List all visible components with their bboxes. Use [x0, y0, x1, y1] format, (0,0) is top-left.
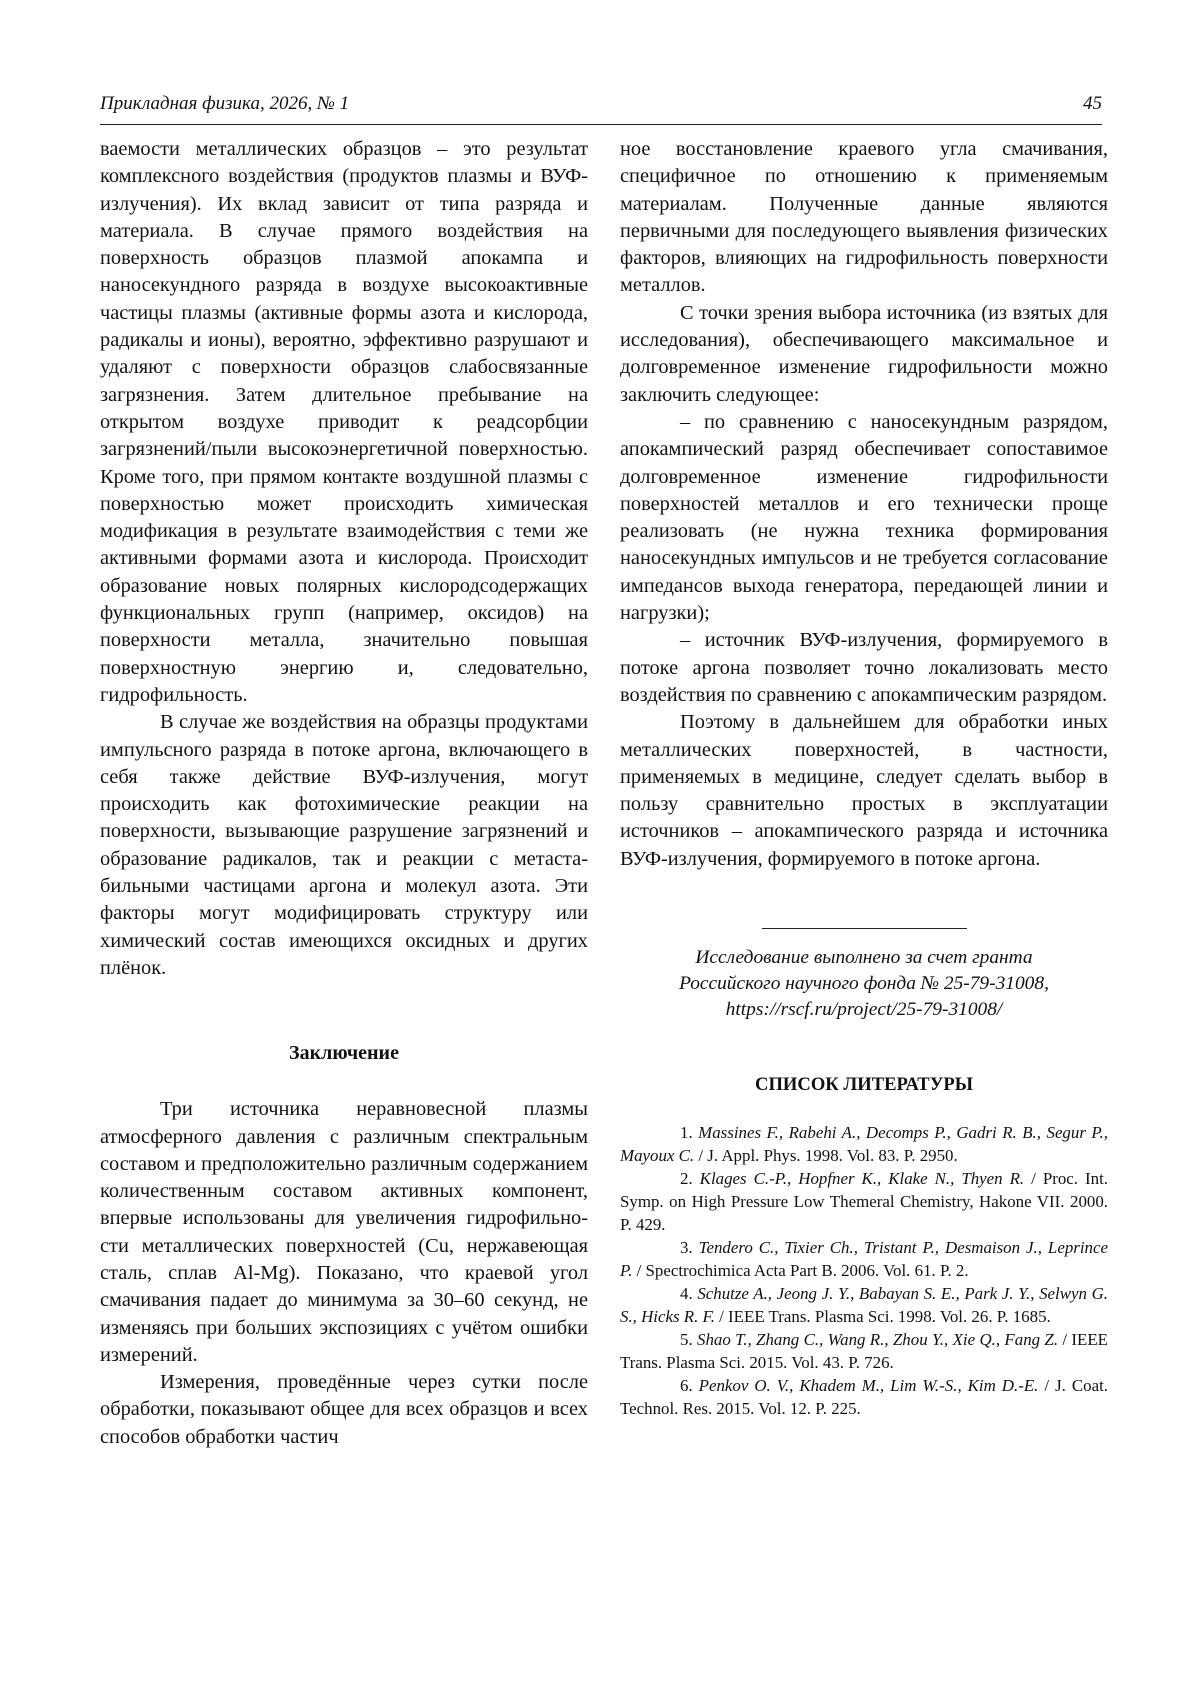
grant-line: Исследование выполнено за счет гранта	[695, 947, 1033, 969]
journal-title: Прикладная физика, 2026, № 1	[100, 93, 350, 114]
references-heading: СПИСОК ЛИТЕРАТУРЫ	[755, 1074, 973, 1096]
reference-authors: Massines F., Rabehi A., Decomps P., Gadri R. B., Segur P., Mayoux C.	[620, 1123, 1108, 1166]
reference-item	[620, 1328, 1108, 1374]
reference-item	[620, 1121, 1108, 1167]
reference-authors: Shao T., Zhang C., Wang R., Zhou Y., Xie Q., Fang Z.	[697, 1330, 1059, 1350]
reference-item	[620, 1167, 1108, 1236]
references-list	[620, 1121, 1108, 1420]
reference-number: 5.	[680, 1330, 693, 1350]
grant-url: https://rscf.ru/project/25-79-31008/	[725, 999, 1003, 1021]
reference-source: / J. Coat. Technol. Res. 2015. Vol. 12. P. 225.	[620, 1376, 1108, 1419]
paragraph: Поэтому в дальнейшем для обработки иных металлических поверхностей, в частности, применяемых в медицине, следует сделать выбор в пользу сравнительно простых в эксплуатации источников – апокампического разряда и источника ВУФ-излучения, формируемого в потоке аргона.	[620, 711, 1108, 870]
reference-source: / Proc. Int. Symp. on High Pressure Low Themeral Chemistry, Hakone VII. 2000. P. 429.	[620, 1169, 1108, 1235]
left-column	[100, 136, 588, 1451]
page-number: 45	[1083, 93, 1102, 114]
paragraph: Три источника неравновесной плазмы атмосферного давления с различным спектральным составом и предположительно различным содержанием количественным составом активных компонент, впервые использованы для увеличения гидрофильности металлических поверхностей (Cu, нержавеющая сталь, сплав Al-Mg). Показано, что краевой угол смачивания падает до минимума за 30–60 секунд, не изменяясь при больших экспозициях с учётом ошибки измерений.	[100, 1098, 588, 1366]
grant-acknowledgement	[620, 945, 1108, 1023]
reference-source: / J. Appl. Phys. 1998. Vol. 83. P. 2950.	[694, 1146, 958, 1166]
paragraph: В случае же воздействия на образцы продуктами импульсного разряда в потоке аргона, включающего в себя также действие ВУФ-излучения, могут происходить как фотохимические реакции на поверхности, вызывающие разрушение загрязнений и образование радикалов, так и реакции с метастабильными частицами аргона и молекул азота. Эти факторы могут модифицировать структуру или химический состав имеющихся оксидных и других плёнок.	[100, 711, 588, 979]
reference-number: 6.	[680, 1376, 693, 1396]
reference-number: 1.	[680, 1123, 693, 1143]
reference-source: / IEEE Trans. Plasma Sci. 2015. Vol. 43. P. 726.	[620, 1330, 1108, 1373]
list-item: – источник ВУФ-излучения, формируемого в потоке аргона позволяет точно локализовать место воздействия по сравнению с апокампическим разрядом.	[620, 629, 1108, 706]
reference-source: / Spectrochimica Acta Part B. 2006. Vol. 61. P. 2.	[632, 1261, 969, 1281]
reference-authors: Schutze A., Jeong J. Y., Babayan S. E., Park J. Y., Selwyn G. S., Hicks R. F.	[620, 1284, 1108, 1327]
list-item: – по сравнению с наносекундным разрядом, апокампический разряд обеспечивает сопоставимое долговременное изменение гидрофильности поверхностей металлов и его технически проще реализовать (не нужна техника формирования наносекундных импульсов и не требуется согласование импедансов выхода генератора, передающей линии и нагрузки);	[620, 410, 1108, 625]
reference-authors: Penkov O. V., Khadem M., Lim W.-S., Kim D.-E.	[698, 1376, 1039, 1396]
reference-item	[620, 1236, 1108, 1282]
right-column	[620, 136, 1108, 1420]
paragraph: Измерения, проведённые через сутки после обработки, показывают общее для всех образцов и всех способов обработки частич	[100, 1371, 588, 1448]
paragraph: С точки зрения выбора источника (из взятых для исследования), обеспечивающего максимальное и долговременное изменение гидрофильности можно заключить следующее:	[620, 301, 1108, 406]
grant-line: Российского научного фонда № 25-79-31008,	[679, 973, 1049, 995]
reference-item	[620, 1282, 1108, 1328]
reference-authors: Klages C.-P., Hopfner K., Klake N., Thyen R.	[699, 1169, 1025, 1189]
reference-authors: Tendero C., Tixier Ch., Tristant P., Desmaison J., Leprince P.	[620, 1238, 1108, 1281]
paragraph: ваемости металлических образцов – это результат комплексного воздействия (продуктов плазмы и ВУФ-излучения). Их вклад зависит от типа разряда и материала. В случае прямого воздействия на поверхность образцов плазмой апокампа и наносекундного разряда в воздухе высокоактивные частицы плазмы (активные формы азота и кислорода, радикалы и ионы), вероятно, эффективно разрушают и удаляют с поверхности образцов слабосвязанные загрязнения. Затем длительное пребывание на открытом воздухе приводит к реадсорбции загрязнений/пыли высокоэнергетичной поверхностью. Кроме того, при прямом контакте воздушной плазмы с поверхностью может происходить химическая модификация в результате взаимодействия с теми же активными формами азота и кислорода. Происходит образование новых полярных кислородсодержащих функциональных групп (например, оксидов) на поверхности металла, значительно повышая поверхностную энергию и, следовательно, гидрофильность.	[100, 138, 588, 706]
reference-item	[620, 1374, 1108, 1420]
divider	[762, 928, 967, 929]
section-heading-conclusion: Заключение	[289, 1042, 399, 1065]
running-header	[100, 92, 1102, 125]
reference-source: / IEEE Trans. Plasma Sci. 1998. Vol. 26. P. 1685.	[714, 1307, 1051, 1327]
reference-number: 3.	[680, 1238, 693, 1258]
paragraph: ное восстановление краевого угла смачивания, специфичное по отношению к применяемым материалам. Полученные данные являются первичными для последующего выявления физических факторов, влияющих на гидрофильность поверхности металлов.	[620, 138, 1108, 297]
reference-number: 4.	[680, 1284, 693, 1304]
reference-number: 2.	[680, 1169, 693, 1189]
